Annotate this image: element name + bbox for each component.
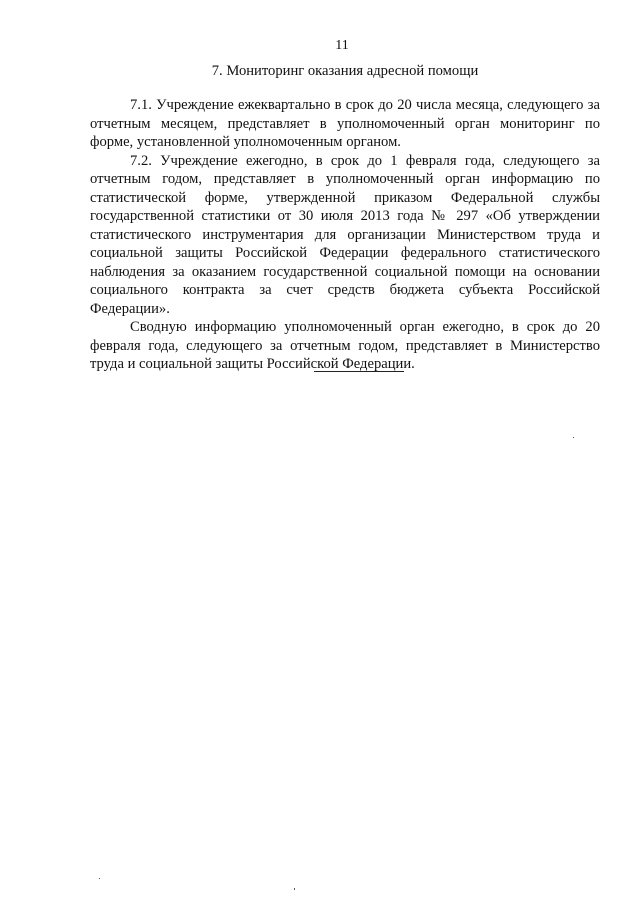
paragraph-7-1: 7.1. Учреждение ежеквартально в срок до 20 числа месяца, следующего за отчетным месяцем, представляет в уполномоченный орган мониторинг по форме, установленной уполномоченным органом. <box>90 97 600 150</box>
scan-speck <box>294 888 295 890</box>
section-heading: 7. Мониторинг оказания адресной помощи <box>211 63 479 79</box>
paragraph-7-2: 7.2. Учреждение ежегодно, в срок до 1 февраля года, следующего за отчетным годом, представляет в уполномоченный орган информацию по статистической форме, утвержденной приказом Федеральной службы государственной статистики от 30 июля 2013 года № 297 «Об утверждении статистического инструментария для организации Министерством труда и социальной защиты Российской Федерации федерального статистического наблюдения за оказанием государственной социальной помощи на основании социального контракта за счет средств бюджета субъекта Российской Федерации». <box>90 152 600 317</box>
scan-speck <box>573 437 574 438</box>
end-separator-line <box>314 371 404 372</box>
section-body <box>90 96 600 374</box>
scan-speck <box>99 878 100 879</box>
paragraph-summary-info: Сводную информацию уполномоченный орган ежегодно, в срок до 20 февраля года, следующего за отчетным годом, представляет в Министерство труда и социальной защиты Российской Федерации. <box>90 319 600 372</box>
page-number: 11 <box>335 38 349 53</box>
